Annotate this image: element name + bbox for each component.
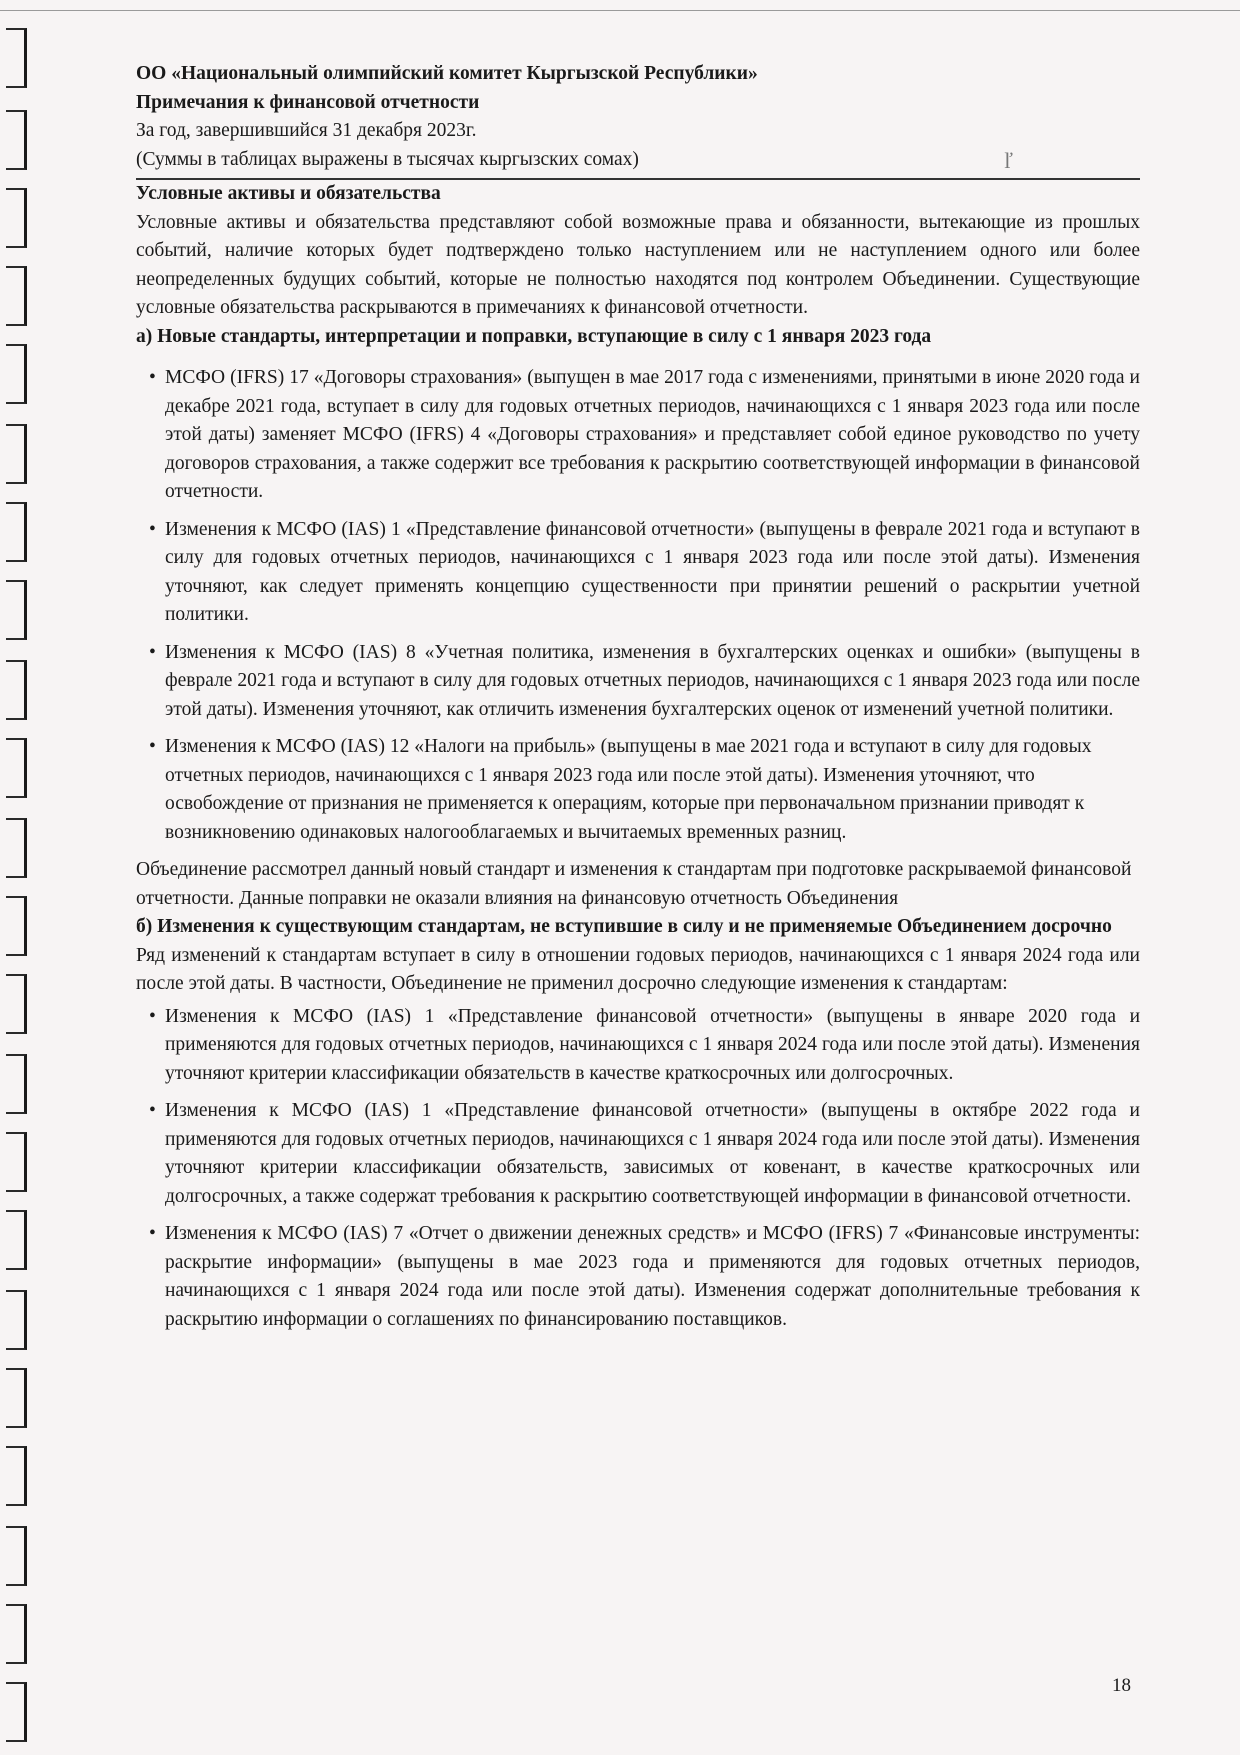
section-a-title: а) Новые стандарты, интерпретации и поправки, вступающие в силу с 1 января 2023 года: [136, 325, 932, 347]
list-item: [136, 1220, 1140, 1334]
org-title: ОО «Национальный олимпийский комитет Кыргызской Республики»: [136, 63, 758, 84]
binding-hole: [6, 738, 27, 798]
binding-hole: [6, 1526, 27, 1586]
binding-hole: [6, 110, 27, 170]
binding-hole: [6, 1054, 27, 1114]
binding-hole: [6, 344, 27, 404]
binding-hole: [6, 1132, 27, 1192]
document-body: [136, 60, 1140, 1343]
bullet-icon: •: [149, 1100, 156, 1121]
list-item: [136, 1003, 1140, 1089]
bullet-icon: •: [149, 518, 156, 540]
binding-hole: [6, 660, 27, 720]
binding-hole: [6, 188, 27, 248]
section-a-list: [136, 364, 1140, 847]
binding-hole: [6, 424, 27, 484]
binding-hole: [6, 1682, 27, 1742]
list-item-text: Изменения к МСФО (IAS) 7 «Отчет о движении денежных средств» и МСФО (IFRS) 7 «Финансовые инструменты: раскрытие информации» (выпущены в мае 2023 года и применяются для годовых отчетных периодов, начинающихся с 1 января 2024 года или после этой даты). Изменения содержат дополнительные требования к раскрытию информации о соглашениях по финансированию поставщиков.: [165, 1223, 1140, 1330]
binding-hole: [6, 1368, 27, 1428]
list-item-text: Изменения к МСФО (IAS) 12 «Налоги на прибыль» (выпущены в мае 2021 года и вступают в силу для годовых отчетных периодов, начинающихся с 1 января 2023 года или после этой даты). Изменения уточняют, что освобождение от признания не применяется к операциям, которые при первоначальном признании приводят к возникновению одинаковых налогооблагаемых и вычитаемых временных разниц.: [165, 736, 1092, 843]
bullet-icon: •: [149, 1223, 156, 1244]
list-item: [136, 1097, 1140, 1211]
section-a-conclusion: Объединение рассмотрел данный новый стандарт и изменения к стандартам при подготовке раскрываемой финансовой отчетности. Данные поправки не оказали влияния на финансовую отчетность Объединения: [136, 859, 1132, 909]
page-top-edge: [0, 10, 1240, 11]
list-item: [136, 364, 1140, 507]
margin-mark: ľ: [1004, 148, 1013, 173]
report-period: За год, завершившийся 31 декабря 2023г.: [136, 120, 477, 141]
section-b-title: б) Изменения к существующим стандартам, не вступившие в силу и не применяемые Объединением досрочно: [136, 916, 1112, 937]
list-item: [136, 639, 1140, 725]
units-note: (Суммы в таблицах выражены в тысячах кыргызских сомах): [136, 148, 639, 170]
binding-hole: [6, 28, 27, 88]
binding-hole: [6, 502, 27, 562]
section-b-list: [136, 1003, 1140, 1335]
binding-hole: [6, 266, 27, 326]
binding-hole: [6, 818, 27, 878]
binding-hole: [6, 580, 27, 640]
page-number: 18: [1112, 1675, 1131, 1696]
section-b-intro: Ряд изменений к стандартам вступает в силу в отношении годовых периодов, начинающихся с 1 января 2024 года или после этой даты. В частности, Объединение не применил досрочно следующие изменения к стандартам:: [136, 944, 1140, 994]
list-item-text: Изменения к МСФО (IAS) 1 «Представление финансовой отчетности» (выпущены в октябре 2022 года и применяются для годовых отчетных периодов, начинающихся с 1 января 2024 года или после этой даты). Изменения уточняют критерии классификации обязательств, зависимых от ковенант, в качестве краткосрочных или долгосрочных, а также содержат требования к раскрытию соответствующей информации в финансовой отчетности.: [165, 1100, 1140, 1207]
binding-hole: [6, 896, 27, 956]
list-item-text: Изменения к МСФО (IAS) 1 «Представление финансовой отчетности» (выпущены в январе 2020 года и применяются для годовых отчетных периодов, начинающихся с 1 января 2024 года или после этой даты). Изменения уточняют критерии классификации обязательств в качестве краткосрочных или долгосрочных.: [165, 1005, 1140, 1084]
bullet-icon: •: [149, 641, 156, 663]
list-item-text: МСФО (IFRS) 17 «Договоры страхования» (выпущен в мае 2017 года с изменениями, принятыми в июне 2020 года и декабре 2021 года, вступает в силу для годовых отчетных периодов, начинающихся с 1 января 2023 года или после этой даты) заменяет МСФО (IFRS) 4 «Договоры страхования» и представляет собой единое руководство по учету договоров страхования, а также содержит все требования к раскрытию соответствующей информации в финансовой отчетности.: [165, 367, 1140, 502]
list-item-text: Изменения к МСФО (IAS) 1 «Представление финансовой отчетности» (выпущены в феврале 2021 года и вступают в силу для годовых отчетных периодов, начинающихся с 1 января 2023 года или после этой даты). Изменения уточняют, как следует применять концепцию существенности при принятии решений о раскрытии учетной политики.: [165, 518, 1140, 625]
contingent-text: Условные активы и обязательства представляют собой возможные права и обязанности, вытекающие из прошлых событий, наличие которых будет подтверждено только наступлением или не наступлением одного или более неопределенных будущих событий, которые не полностью находятся под контролем Объединении. Существующие условные обязательства раскрываются в примечаниях к финансовой отчетности.: [136, 211, 1140, 318]
contingent-title: Условные активы и обязательства: [136, 183, 441, 204]
bullet-icon: •: [149, 1005, 156, 1027]
binding-hole: [6, 1290, 27, 1350]
binding-hole: [6, 1604, 27, 1664]
binding-hole: [6, 1446, 27, 1506]
list-item: [136, 516, 1140, 630]
bullet-icon: •: [149, 367, 156, 388]
list-item: [136, 733, 1140, 847]
notes-title: Примечания к финансовой отчетности: [136, 91, 480, 113]
bullet-icon: •: [149, 736, 156, 757]
spiral-binding: [0, 20, 40, 1740]
binding-hole: [6, 974, 27, 1034]
binding-hole: [6, 1210, 27, 1270]
list-item-text: Изменения к МСФО (IAS) 8 «Учетная политика, изменения в бухгалтерских оценках и ошибки» (выпущены в феврале 2021 года и вступают в силу для годовых отчетных периодов, начинающихся с 1 января 2023 года или после этой даты). Изменения уточняют, как отличить изменения бухгалтерских оценок от изменений учетной политики.: [165, 641, 1140, 720]
